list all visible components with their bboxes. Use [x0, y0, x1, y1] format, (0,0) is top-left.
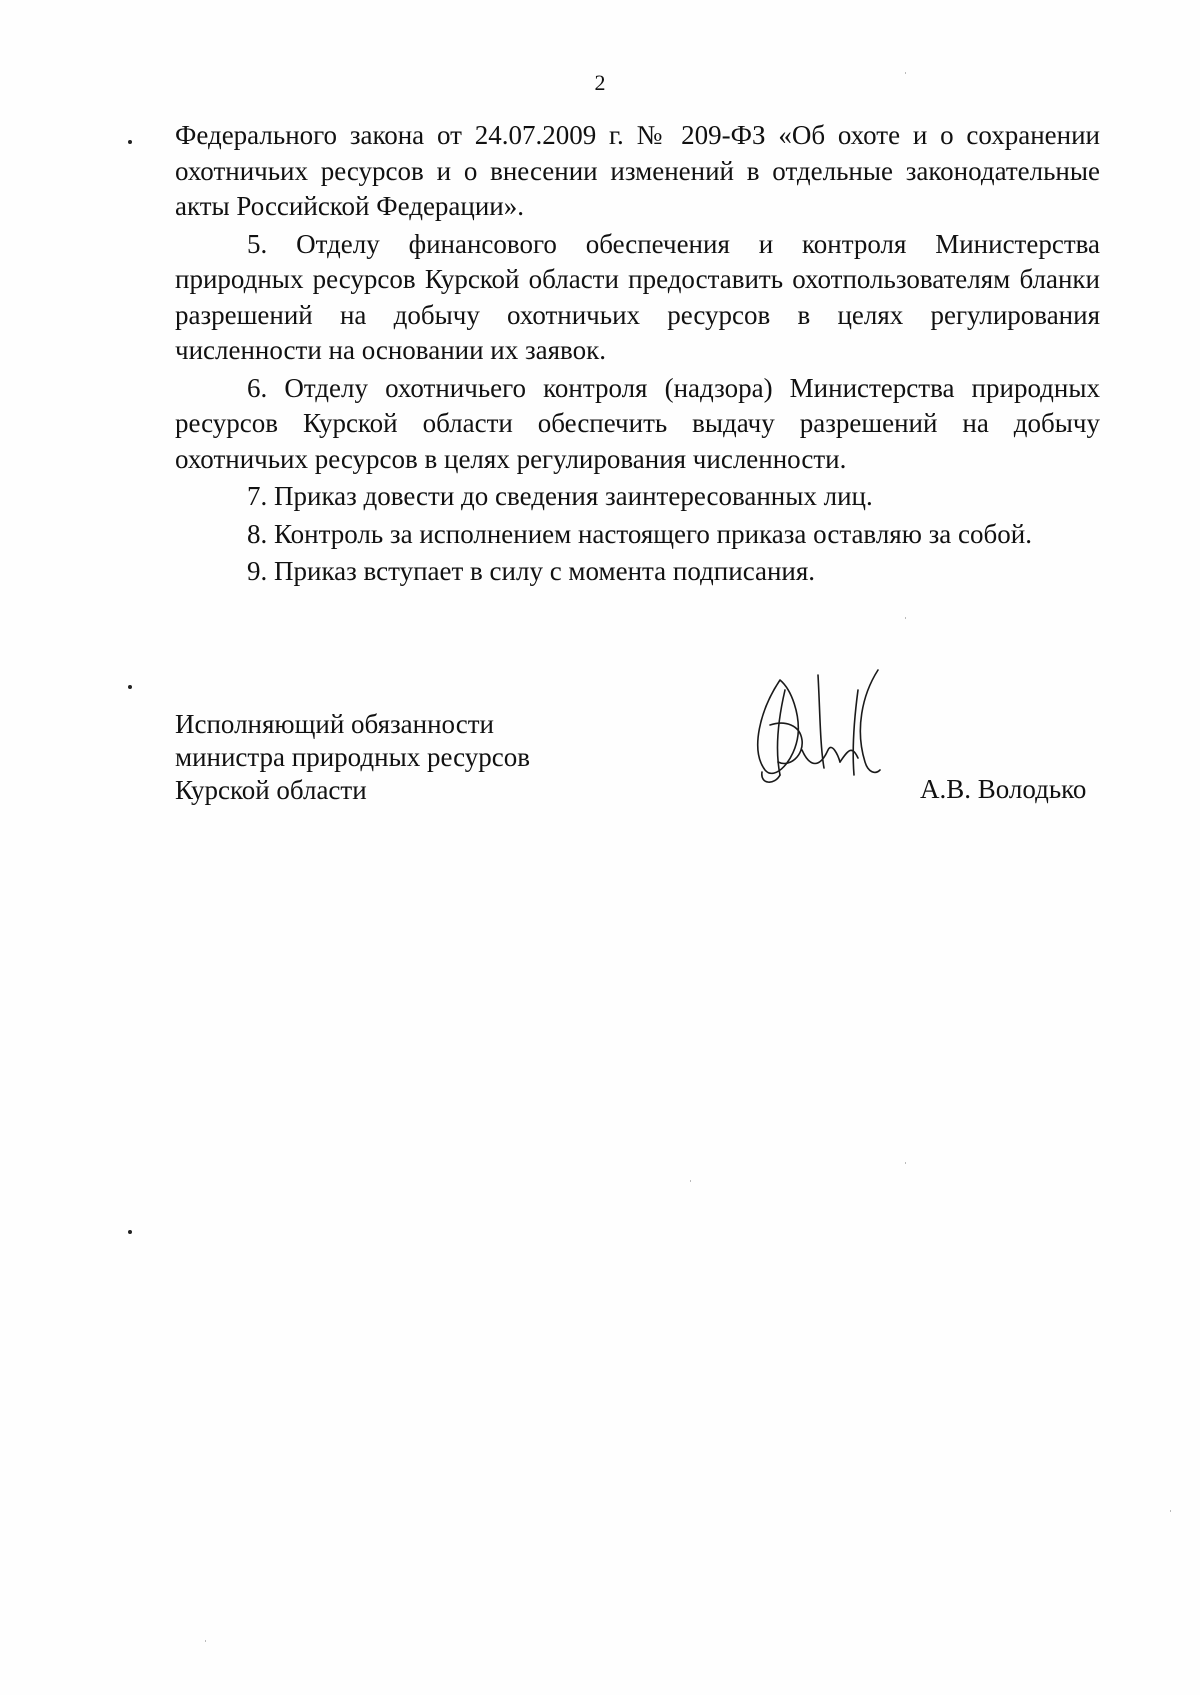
signer-title-block: [175, 708, 530, 807]
scan-speck: [1170, 1510, 1171, 1512]
document-body: [175, 118, 1100, 590]
scan-speck: [905, 1162, 906, 1164]
scan-speck: [690, 1180, 691, 1182]
scan-mark: [128, 1230, 132, 1234]
scan-speck: [205, 1640, 206, 1642]
signer-title-line-1: Исполняющий обязанности: [175, 709, 494, 739]
paragraph-item-7: 7. Приказ довести до сведения заинтересованных лиц.: [247, 481, 873, 511]
scan-mark: [128, 685, 132, 689]
paragraph-item-9: 9. Приказ вступает в силу с момента подписания.: [247, 556, 816, 586]
paragraph-item-6: 6. Отделу охотничьего контроля (надзора) Министерства природных ресурсов Курской области обеспечить выдачу разрешений на добычу охотничьих ресурсов в целях регулирования численности.: [175, 372, 1100, 474]
scan-speck: [905, 72, 906, 74]
scan-speck: [905, 617, 906, 619]
paragraph-item-8: 8. Контроль за исполнением настоящего приказа оставляю за собой.: [247, 518, 1032, 549]
paragraph-intro: Федерального закона от 24.07.2009 г. № 209-ФЗ «Об охоте и о сохранении охотничьих ресурсов и о внесении изменений в отдельные законодательные акты Российской Федерации».: [175, 120, 1100, 221]
scan-mark: [128, 140, 132, 144]
signer-title-line-3: Курской области: [175, 775, 367, 805]
signer-name: А.В. Володько: [920, 774, 1087, 804]
paragraph-item-5: 5. Отделу финансового обеспечения и контроля Министерства природных ресурсов Курской области предоставить охотпользователям бланки разрешений на добычу охотничьих ресурсов в целях регулирования численности на основании их заявок.: [175, 228, 1100, 365]
handwritten-signature: [740, 650, 900, 800]
page-number: 2: [594, 70, 606, 95]
signer-title-line-2: министра природных ресурсов: [175, 742, 530, 772]
